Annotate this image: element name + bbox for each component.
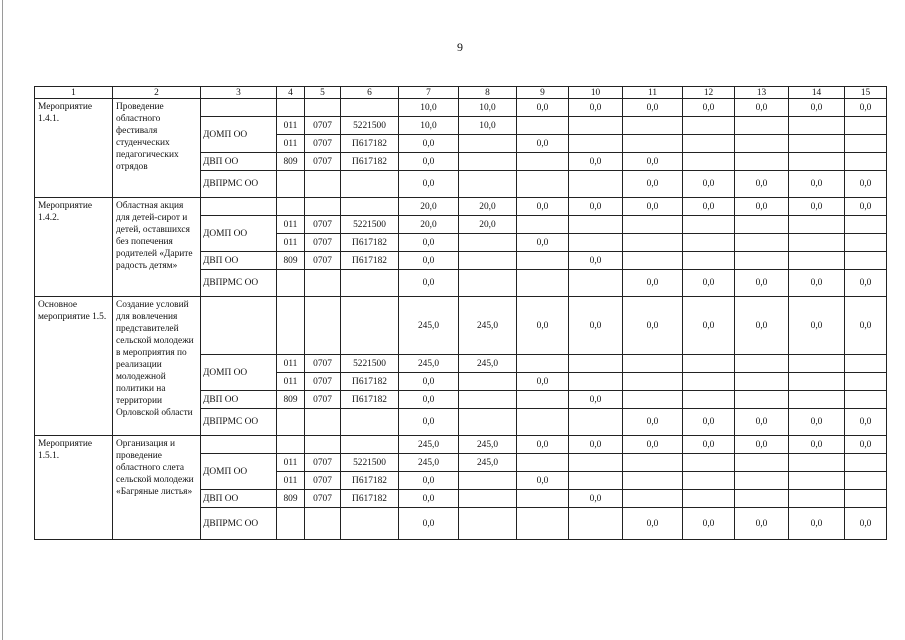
section-code: 0707 [305,391,341,409]
value-cell: 0,0 [845,409,887,436]
total-cell: 0,0 [569,99,623,117]
total-cell: 245,0 [399,297,459,355]
value-cell: 0,0 [789,270,845,297]
grbs-code: 011 [277,454,305,472]
value-cell: 0,0 [517,234,569,252]
page-edge-line [2,0,3,640]
value-cell: 0,0 [789,409,845,436]
value-cell [459,373,517,391]
total-cell: 0,0 [569,436,623,454]
value-cell: 245,0 [399,454,459,472]
target-code: 5221500 [341,355,399,373]
value-cell: 0,0 [735,409,789,436]
target-code: П617182 [341,252,399,270]
total-cell: 0,0 [623,297,683,355]
total-cell: 0,0 [845,99,887,117]
value-cell: 0,0 [623,508,683,540]
grbs-code: 011 [277,234,305,252]
total-cell: 0,0 [735,436,789,454]
total-cell: 245,0 [459,436,517,454]
grbs-code: 809 [277,391,305,409]
event-name: Основное мероприятие 1.5. [35,297,113,436]
value-cell: 245,0 [459,355,517,373]
header-cell: 10 [569,87,623,99]
total-cell: 0,0 [735,99,789,117]
total-cell: 0,0 [517,436,569,454]
total-cell: 0,0 [789,297,845,355]
value-cell [517,454,569,472]
event-description: Создание условий для вовлечения представителей сельской молодежи в мероприятия по реализации молодежной политики на территории Орловской области [113,297,201,436]
total-cell: 0,0 [683,198,735,216]
value-cell: 0,0 [845,171,887,198]
value-cell: 0,0 [735,171,789,198]
target-code: 5221500 [341,454,399,472]
event-name: Мероприятие 1.5.1. [35,436,113,540]
agency-name: ДВП ОО [201,153,277,171]
header-cell: 13 [735,87,789,99]
total-cell: 0,0 [789,198,845,216]
section-code: 0707 [305,117,341,135]
event-description: Областная акция для детей-сирот и детей, оставшихся без попечения родителей «Дарите радость детям» [113,198,201,297]
value-cell: 245,0 [399,355,459,373]
value-cell: 0,0 [683,409,735,436]
agency-name: ДВП ОО [201,252,277,270]
value-cell: 0,0 [569,490,623,508]
header-cell: 9 [517,87,569,99]
header-cell: 2 [113,87,201,99]
table-row [35,198,887,216]
target-code: П617182 [341,135,399,153]
grbs-code: 809 [277,153,305,171]
value-cell: 0,0 [569,153,623,171]
section-code: 0707 [305,454,341,472]
table-row [35,99,887,117]
header-cell: 1 [35,87,113,99]
value-cell: 0,0 [683,171,735,198]
value-cell [623,391,683,409]
agency-name: ДВПРМС ОО [201,270,277,297]
header-cell: 5 [305,87,341,99]
target-code: П617182 [341,373,399,391]
total-cell: 0,0 [623,436,683,454]
agency-name: ДОМП ОО [201,216,277,252]
grbs-code: 011 [277,216,305,234]
header-cell: 3 [201,87,277,99]
total-cell: 0,0 [517,297,569,355]
value-cell: 0,0 [399,153,459,171]
header-cell: 15 [845,87,887,99]
value-cell: 0,0 [399,252,459,270]
page-number: 9 [457,40,463,54]
value-cell: 0,0 [399,490,459,508]
event-name: Мероприятие 1.4.2. [35,198,113,297]
budget-table [34,86,887,540]
section-code: 0707 [305,234,341,252]
value-cell: 0,0 [399,171,459,198]
total-cell: 0,0 [683,436,735,454]
grbs-code: 809 [277,252,305,270]
target-code: 5221500 [341,117,399,135]
value-cell: 0,0 [399,409,459,436]
value-cell: 0,0 [845,508,887,540]
value-cell: 0,0 [683,508,735,540]
value-cell: 245,0 [459,454,517,472]
agency-name: ДВП ОО [201,391,277,409]
event-description: Проведение областного фестиваля студенческих педагогических отрядов [113,99,201,198]
total-cell: 0,0 [517,198,569,216]
target-code: П617182 [341,490,399,508]
value-cell: 0,0 [789,171,845,198]
event-description: Организация и проведение областного слета сельской молодежи «Багряные листья» [113,436,201,540]
value-cell: 0,0 [845,270,887,297]
total-cell: 0,0 [735,198,789,216]
section-code: 0707 [305,472,341,490]
total-cell: 20,0 [399,198,459,216]
value-cell: 0,0 [517,373,569,391]
total-cell: 0,0 [569,198,623,216]
value-cell: 10,0 [399,117,459,135]
target-code: П617182 [341,234,399,252]
grbs-code: 011 [277,472,305,490]
value-cell: 0,0 [517,472,569,490]
agency-name: ДОМП ОО [201,117,277,153]
value-cell: 0,0 [517,135,569,153]
total-cell: 0,0 [683,99,735,117]
header-cell: 8 [459,87,517,99]
total-cell: 0,0 [789,99,845,117]
agency-name: ДВПРМС ОО [201,171,277,198]
grbs-code: 011 [277,373,305,391]
value-cell [517,117,569,135]
total-cell: 0,0 [517,99,569,117]
value-cell [459,472,517,490]
value-cell: 0,0 [789,508,845,540]
total-cell: 0,0 [623,99,683,117]
value-cell: 0,0 [735,270,789,297]
header-cell: 12 [683,87,735,99]
agency-name: ДВПРМС ОО [201,508,277,540]
header-cell: 14 [789,87,845,99]
section-code: 0707 [305,355,341,373]
value-cell: 20,0 [399,216,459,234]
header-cell: 4 [277,87,305,99]
total-cell: 0,0 [683,297,735,355]
section-code: 0707 [305,373,341,391]
total-cell: 10,0 [399,99,459,117]
total-cell: 0,0 [845,297,887,355]
value-cell [517,355,569,373]
section-code: 0707 [305,252,341,270]
total-cell: 0,0 [569,297,623,355]
value-cell: 0,0 [683,270,735,297]
total-cell: 0,0 [789,436,845,454]
table-row [35,297,887,355]
value-cell: 0,0 [569,391,623,409]
target-code: 5221500 [341,216,399,234]
agency-name: ДОМП ОО [201,355,277,391]
total-cell: 20,0 [459,198,517,216]
value-cell [623,252,683,270]
header-cell: 6 [341,87,399,99]
value-cell: 0,0 [399,373,459,391]
value-cell [517,216,569,234]
value-cell: 0,0 [399,508,459,540]
agency-name: ДВПРМС ОО [201,409,277,436]
value-cell: 0,0 [623,153,683,171]
agency-name: ДВП ОО [201,490,277,508]
grbs-code: 809 [277,490,305,508]
value-cell: 0,0 [399,472,459,490]
value-cell: 0,0 [623,409,683,436]
value-cell: 0,0 [623,270,683,297]
value-cell [459,234,517,252]
value-cell: 0,0 [399,270,459,297]
grbs-code: 011 [277,355,305,373]
value-cell: 10,0 [459,117,517,135]
value-cell: 20,0 [459,216,517,234]
grbs-code: 011 [277,117,305,135]
header-cell: 7 [399,87,459,99]
section-code: 0707 [305,153,341,171]
value-cell [459,135,517,153]
value-cell: 0,0 [399,391,459,409]
total-cell: 0,0 [845,436,887,454]
section-code: 0707 [305,135,341,153]
value-cell: 0,0 [735,508,789,540]
section-code: 0707 [305,490,341,508]
event-name: Мероприятие 1.4.1. [35,99,113,198]
total-cell: 0,0 [735,297,789,355]
total-cell: 245,0 [399,436,459,454]
target-code: П617182 [341,391,399,409]
grbs-code: 011 [277,135,305,153]
total-cell: 0,0 [623,198,683,216]
value-cell: 0,0 [569,252,623,270]
total-cell: 0,0 [845,198,887,216]
total-cell: 10,0 [459,99,517,117]
value-cell: 0,0 [399,234,459,252]
value-cell [623,490,683,508]
target-code: П617182 [341,472,399,490]
header-cell: 11 [623,87,683,99]
total-cell: 245,0 [459,297,517,355]
value-cell: 0,0 [623,171,683,198]
table-row [35,436,887,454]
value-cell: 0,0 [399,135,459,153]
section-code: 0707 [305,216,341,234]
target-code: П617182 [341,153,399,171]
column-number-row [35,87,887,99]
agency-name: ДОМП ОО [201,454,277,490]
